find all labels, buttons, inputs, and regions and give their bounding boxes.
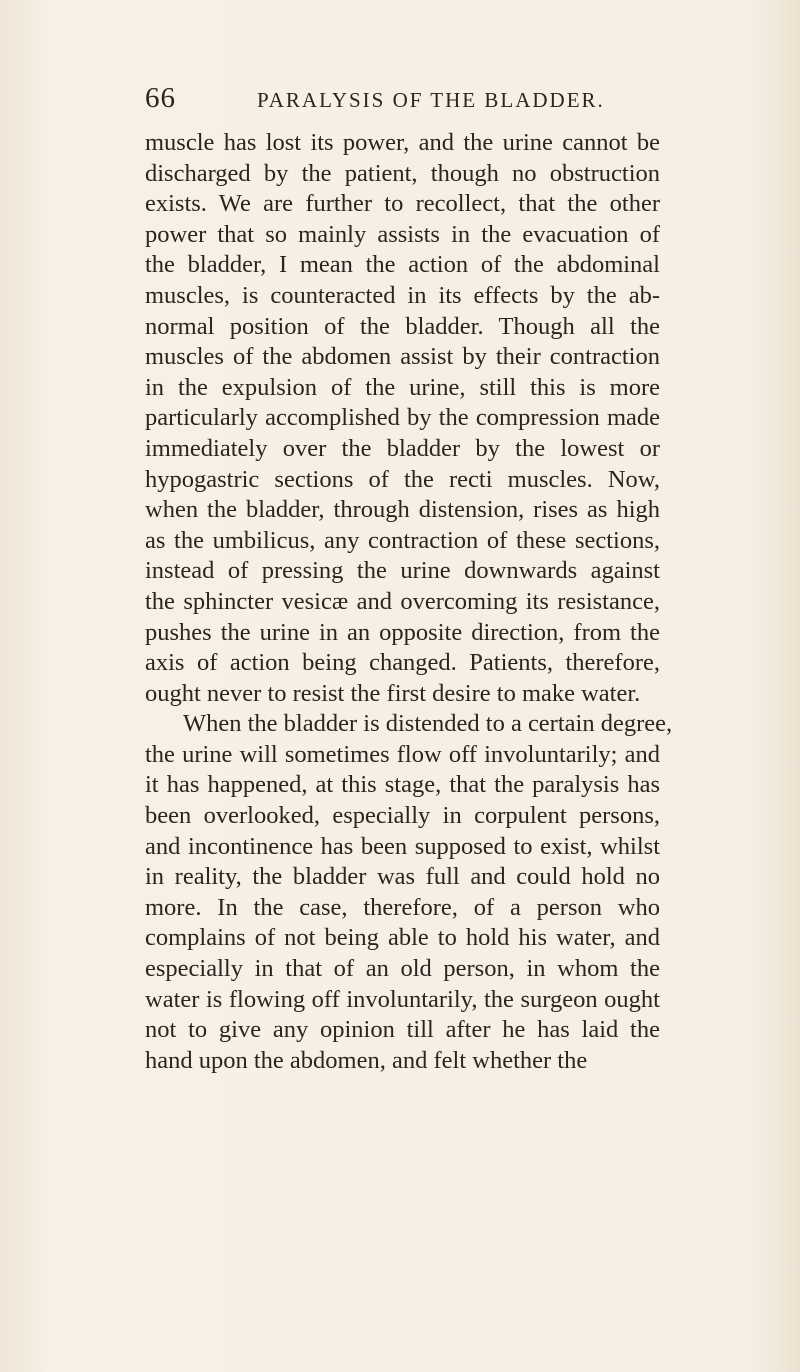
running-title: PARALYSIS OF THE BLADDER. bbox=[257, 88, 605, 112]
text-line: and incontinence has been supposed to exist, whilst bbox=[145, 832, 660, 860]
body-text bbox=[145, 128, 673, 1076]
text-line: axis of action being changed. Patients, therefore, bbox=[145, 649, 660, 677]
text-line: complains of not being able to hold his water, and bbox=[145, 924, 660, 952]
text-line: the urine will sometimes flow off involuntarily; and bbox=[145, 740, 660, 768]
text-line: in reality, the bladder was full and could hold no bbox=[145, 863, 660, 891]
text-line: been overlooked, especially in corpulent persons, bbox=[145, 802, 660, 830]
text-line: discharged by the patient, though no obstruction bbox=[145, 159, 660, 187]
text-line: exists. We are further to recollect, that the other bbox=[145, 190, 660, 218]
text-line: ought never to resist the first desire to make water. bbox=[145, 679, 641, 707]
text-line: water is flowing off involuntarily, the surgeon ought bbox=[145, 985, 660, 1013]
text-line: particularly accomplished by the compression made bbox=[145, 404, 660, 432]
paragraph-start-line: When the bladder is distended to a certain degree, bbox=[183, 710, 673, 738]
text-line: it has happened, at this stage, that the paralysis has bbox=[145, 771, 660, 799]
text-line: especially in that of an old person, in whom the bbox=[145, 955, 660, 983]
text-line: more. In the case, therefore, of a person who bbox=[145, 893, 660, 921]
text-line: muscles of the abdomen assist by their contraction bbox=[145, 343, 660, 371]
running-head bbox=[145, 82, 660, 116]
text-line: when the bladder, through distension, rises as high bbox=[145, 496, 660, 524]
text-line: immediately over the bladder by the lowest or bbox=[145, 434, 660, 462]
text-line: muscles, is counteracted in its effects by the ab- bbox=[145, 281, 660, 309]
text-line: hypogastric sections of the recti muscles. Now, bbox=[145, 465, 660, 493]
text-line: the bladder, I mean the action of the abdominal bbox=[145, 251, 660, 279]
page-number: 66 bbox=[145, 82, 176, 114]
text-line: the sphincter vesicæ and overcoming its resistance, bbox=[145, 587, 660, 615]
text-line: hand upon the abdomen, and felt whether the bbox=[145, 1046, 588, 1074]
text-line: muscle has lost its power, and the urine cannot be bbox=[145, 129, 660, 156]
text-line: power that so mainly assists in the evacuation of bbox=[145, 220, 660, 248]
text-line: normal position of the bladder. Though all the bbox=[145, 312, 660, 340]
text-line: pushes the urine in an opposite direction, from the bbox=[145, 618, 660, 646]
text-line: not to give any opinion till after he has laid the bbox=[145, 1016, 660, 1044]
text-line: in the expulsion of the urine, still this is more bbox=[145, 373, 660, 401]
text-line: as the umbilicus, any contraction of these sections, bbox=[145, 526, 660, 554]
text-line: instead of pressing the urine downwards against bbox=[145, 557, 660, 585]
